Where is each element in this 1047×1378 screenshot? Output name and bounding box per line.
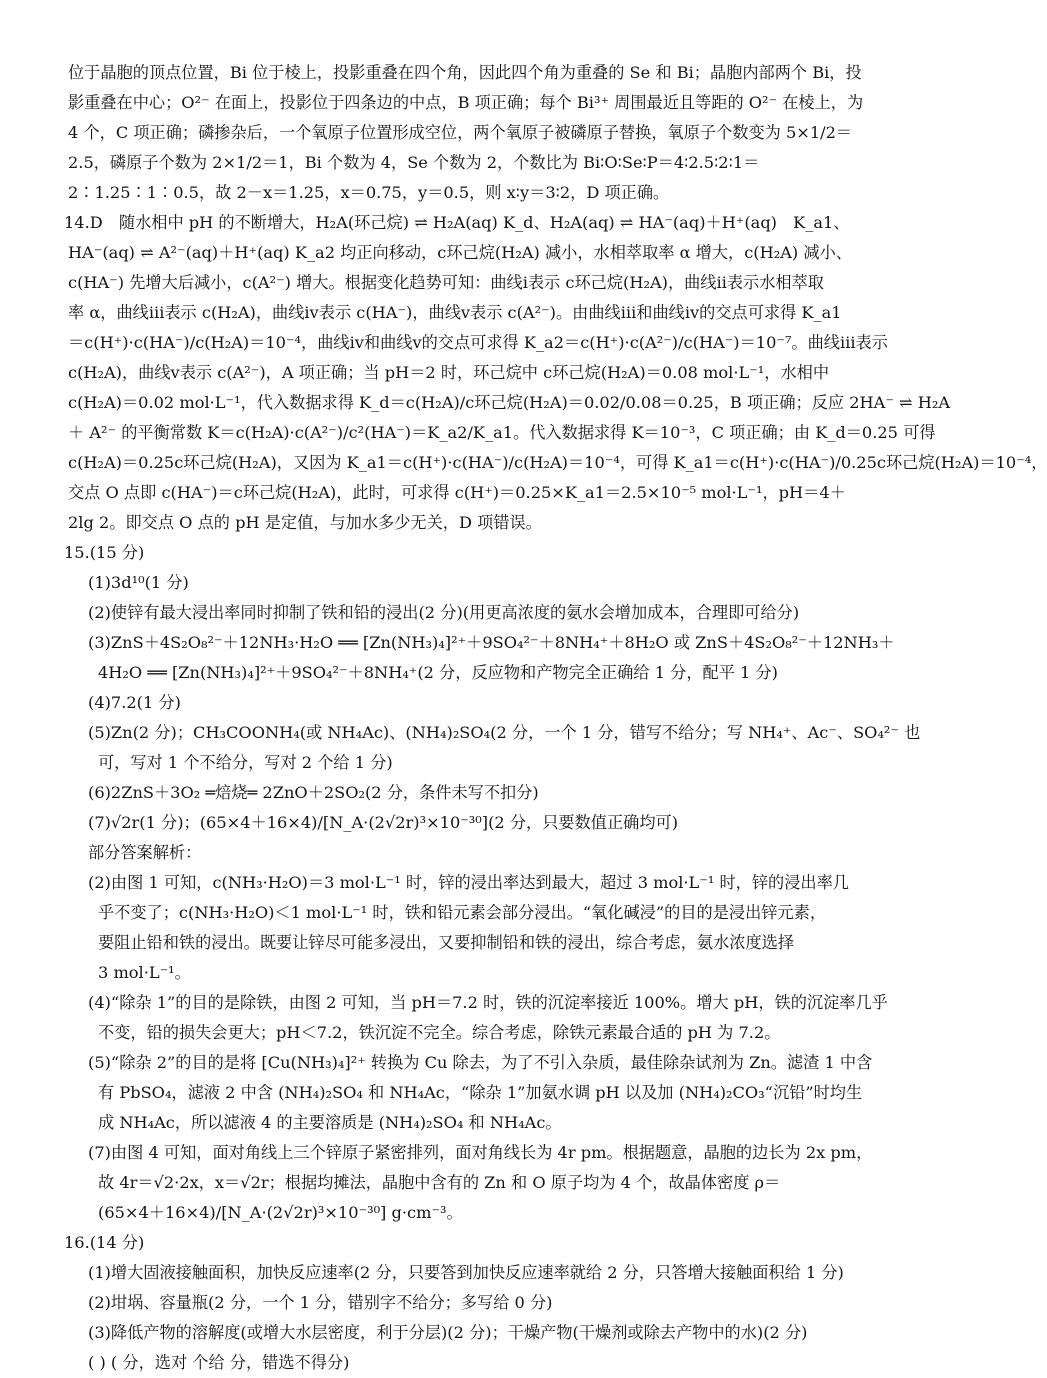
text-line: 率 α，曲线ⅲ表示 c(H₂A)，曲线ⅳ表示 c(HA⁻)，曲线ⅴ表示 c(A²⁻)。由曲线ⅲ和曲线ⅳ的交点可求得 K_a1 xyxy=(68,303,842,322)
answer-line: (2)坩埚、容量瓶(2 分，一个 1 分，错别字不给分；多写给 0 分) xyxy=(88,1293,553,1312)
text-line: 2∶1.25∶1∶0.5，故 2－x＝1.25，x＝0.75，y＝0.5，则 x∶y＝3∶2，D 项正确。 xyxy=(68,183,670,202)
analysis-line: 不变，铅的损失会更大；pH＜7.2，铁沉淀不完全。综合考虑，除铁元素最合适的 pH 为 7.2。 xyxy=(98,1023,781,1042)
analysis-line: 要阻止铅和铁的浸出。既要让锌尽可能多浸出，又要抑制铅和铁的浸出，综合考虑，氨水浓度选择 xyxy=(98,933,795,952)
q13-continued-block xyxy=(68,58,910,208)
text-line: ＝c(H⁺)·c(HA⁻)/c(H₂A)＝10⁻⁴，曲线ⅳ和曲线ⅴ的交点可求得 K_a2＝c(H⁺)·c(A²⁻)/c(HA⁻)＝10⁻⁷。曲线ⅲ表示 xyxy=(68,333,888,352)
answer-line: (3)降低产物的溶解度(或增大水层密度，利于分层)(2 分)；干燥产物(干燥剂或除去产物中的水)(2 分) xyxy=(88,1323,808,1342)
analysis-line: 3 mol·L⁻¹。 xyxy=(98,963,191,982)
analysis-line: (65×4＋16×4)/[N_A·(2√2r)³×10⁻³⁰] g·cm⁻³。 xyxy=(98,1203,463,1222)
answer-line: (1)3d¹⁰(1 分) xyxy=(88,573,189,592)
answer-line: (2)使锌有最大浸出率同时抑制了铁和铅的浸出(2 分)(用更高浓度的氨水会增加成本，合理即可给分) xyxy=(88,603,800,622)
q16-heading: 16.(14 分) xyxy=(64,1233,145,1252)
text-line: c(H₂A)＝0.25c环己烷(H₂A)，又因为 K_a1＝c(H⁺)·c(HA⁻)/c(H₂A)＝10⁻⁴，可得 K_a1＝c(H⁺)·c(HA⁻)/0.25c环己烷(H₂A)＝10⁻⁴， xyxy=(68,453,1047,472)
analysis-heading: 部分答案解析： xyxy=(88,843,202,862)
text-line: 交点 O 点即 c(HA⁻)＝c环己烷(H₂A)，此时，可求得 c(H⁺)＝0.25×K_a1＝2.5×10⁻⁵ mol·L⁻¹，pH＝4＋ xyxy=(68,483,846,502)
analysis-line: 乎不变了；c(NH₃·H₂O)＜1 mol·L⁻¹ 时，铁和铅元素会部分浸出。“氧化碱浸”的目的是浸出锌元素， xyxy=(98,903,827,922)
q16-block xyxy=(64,1228,910,1378)
q14-block xyxy=(64,208,1047,538)
answer-line: (1)增大固液接触面积，加快反应速率(2 分，只要答到加快反应速率就给 2 分，只答增大接触面积给 1 分) xyxy=(88,1263,844,1282)
text-line: 影重叠在中心；O²⁻ 在面上，投影位于四条边的中点，B 项正确；每个 Bi³⁺ 周围最近且等距的 O²⁻ 在棱上，为 xyxy=(68,93,864,112)
analysis-line: (5)“除杂 2”的目的是将 [Cu(NH₃)₄]²⁺ 转换为 Cu 除去，为了不引入杂质，最佳除杂试剂为 Zn。滤渣 1 中含 xyxy=(88,1053,873,1072)
text-line: c(HA⁻) 先增大后减小，c(A²⁻) 增大。根据变化趋势可知：曲线ⅰ表示 c环己烷(H₂A)，曲线ⅱ表示水相萃取 xyxy=(68,273,824,292)
answer-line: 可，写对 1 个不给分，写对 2 个给 1 分) xyxy=(98,753,393,772)
analysis-line: 成 NH₄Ac，所以滤液 4 的主要溶质是 (NH₄)₂SO₄ 和 NH₄Ac。 xyxy=(98,1113,562,1132)
answer-line: (3)ZnS＋4S₂O₈²⁻＋12NH₃·H₂O ══ [Zn(NH₃)₄]²⁺＋9SO₄²⁻＋8NH₄⁺＋8H₂O 或 ZnS＋4S₂O₈²⁻＋12NH₃＋ xyxy=(88,633,895,652)
text-line: HA⁻(aq) ⇌ A²⁻(aq)＋H⁺(aq) K_a2 均正向移动，c环己烷(H₂A) 减小，水相萃取率 α 增大，c(H₂A) 减小、 xyxy=(68,243,852,262)
answer-line: (7)√2r(1 分)；(65×4＋16×4)/[N_A·(2√2r)³×10⁻³⁰](2 分，只要数值正确均可) xyxy=(88,813,679,832)
analysis-line: 有 PbSO₄，滤液 2 中含 (NH₄)₂SO₄ 和 NH₄Ac，“除杂 1”加氨水调 pH 以及加 (NH₄)₂CO₃“沉铅”时均生 xyxy=(98,1083,863,1102)
answer-line: (4)7.2(1 分) xyxy=(88,693,181,712)
q15-block xyxy=(64,538,921,1228)
text-line: 4 个，C 项正确；磷掺杂后，一个氧原子位置形成空位，两个氧原子被磷原子替换，氧原子个数变为 5×1/2＝ xyxy=(68,123,853,142)
answer-line: ( ) ( 分，选对 个给 分，错选不得分) xyxy=(88,1353,350,1372)
answer-line: (6)2ZnS＋3O₂ ═焙烧═ 2ZnO＋2SO₂(2 分，条件未写不扣分) xyxy=(88,783,539,802)
text-line: 位于晶胞的顶点位置，Bi 位于棱上，投影重叠在四个角，因此四个角为重叠的 Se 和 Bi；晶胞内部两个 Bi，投 xyxy=(68,63,862,82)
analysis-line: 故 4r＝√2·2x，x＝√2r；根据均摊法，晶胞中含有的 Zn 和 O 原子均为 4 个，故晶体密度 ρ＝ xyxy=(98,1173,781,1192)
q15-heading: 15.(15 分) xyxy=(64,543,145,562)
text-line: ＋ A²⁻ 的平衡常数 K＝c(H₂A)·c(A²⁻)/c²(HA⁻)＝K_a2/K_a1。代入数据求得 K＝10⁻³，C 项正确；由 K_d＝0.25 可得 xyxy=(68,423,936,442)
analysis-line: (4)“除杂 1”的目的是除铁，由图 2 可知，当 pH＝7.2 时，铁的沉淀率接近 100%。增大 pH，铁的沉淀率几乎 xyxy=(88,993,888,1012)
answer-line: (5)Zn(2 分)；CH₃COONH₄(或 NH₄Ac)、(NH₄)₂SO₄(2 分，一个 1 分，错写不给分；写 NH₄⁺、Ac⁻、SO₄²⁻ 也 xyxy=(88,723,921,742)
text-line: c(H₂A)＝0.02 mol·L⁻¹，代入数据求得 K_d＝c(H₂A)/c环己烷(H₂A)＝0.02/0.08＝0.25，B 项正确；反应 2HA⁻ ⇌ H₂A xyxy=(68,393,951,412)
analysis-line: (2)由图 1 可知，c(NH₃·H₂O)＝3 mol·L⁻¹ 时，锌的浸出率达到最大，超过 3 mol·L⁻¹ 时，锌的浸出率几 xyxy=(88,873,849,892)
text-line: 2lg 2。即交点 O 点的 pH 是定值，与加水多少无关，D 项错误。 xyxy=(68,513,542,532)
q14-heading-line: 14.D 随水相中 pH 的不断增大，H₂A(环己烷) ⇌ H₂A(aq) K_d、H₂A(aq) ⇌ HA⁻(aq)＋H⁺(aq) K_a1、 xyxy=(64,213,850,232)
text-line: c(H₂A)，曲线ⅴ表示 c(A²⁻)，A 项正确；当 pH＝2 时，环己烷中 c环己烷(H₂A)＝0.08 mol·L⁻¹，水相中 xyxy=(68,363,830,382)
text-line: 2.5，磷原子个数为 2×1/2＝1，Bi 个数为 4，Se 个数为 2，个数比为 Bi∶O∶Se∶P＝4∶2.5∶2∶1＝ xyxy=(68,153,760,172)
analysis-line: (7)由图 4 可知，面对角线上三个锌原子紧密排列，面对角线长为 4r pm。根据题意，晶胞的边长为 2x pm， xyxy=(88,1143,873,1162)
answer-line: 4H₂O ══ [Zn(NH₃)₄]²⁺＋9SO₄²⁻＋8NH₄⁺(2 分，反应物和产物完全正确给 1 分，配平 1 分) xyxy=(98,663,778,682)
